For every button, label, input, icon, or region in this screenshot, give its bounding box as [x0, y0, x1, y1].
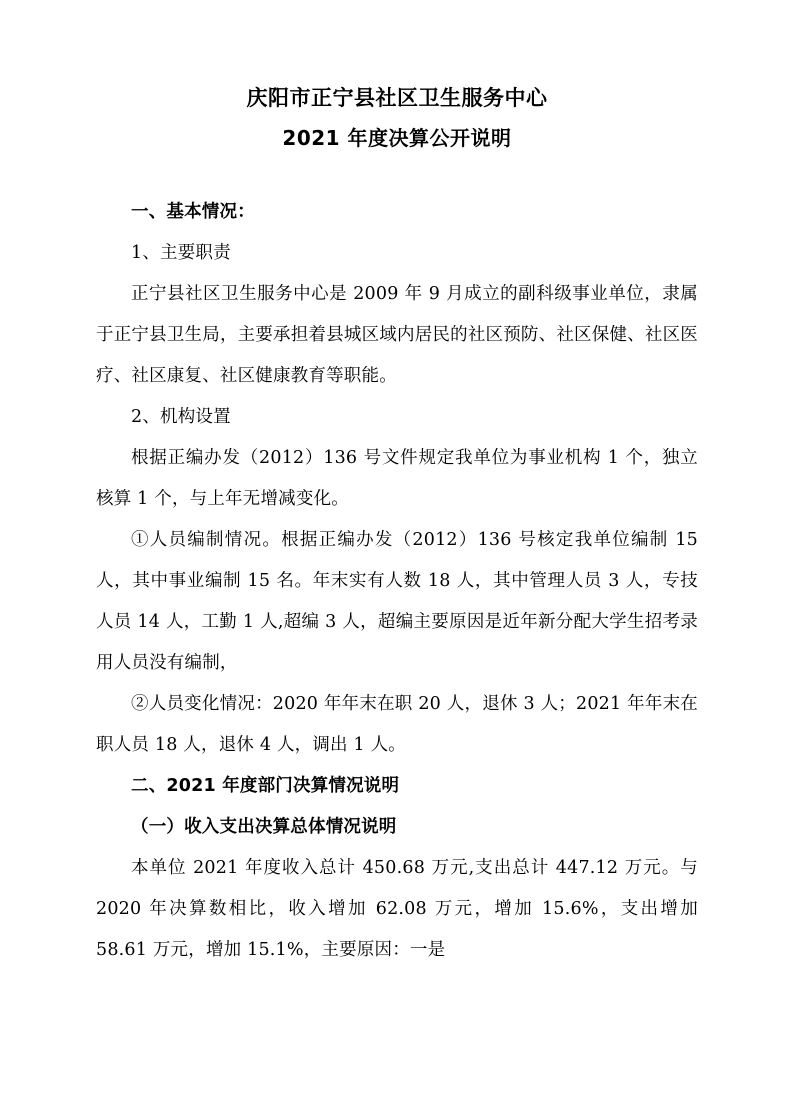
document-body: [96, 192, 698, 971]
document-title: [96, 78, 698, 158]
title-line-1: 庆阳市正宁县社区卫生服务中心: [246, 86, 548, 110]
section-heading-1: 一、基本情况：: [131, 202, 255, 222]
section-heading-2: 二、2021 年度部门决算情况说明: [131, 776, 400, 796]
paragraph-1-5: ①人员编制情况。根据正编办发（2012）136 号核定我单位编制 15 人，其中事业编制 15 名。年末实有人数 18 人，其中管理人员 3 人，专技人员 14 人，工勤 1 人,超编 3 人，超编主要原因是近年新分配大学生招考录用人员没有编制，: [96, 530, 698, 673]
title-line-2: 2021 年度决算公开说明: [282, 126, 512, 150]
paragraph-1-6: ②人员变化情况：2020 年年末在职 20 人，退休 3 人；2021 年年末在职人员 18 人，退休 4 人，调出 1 人。: [96, 694, 698, 755]
paragraph-1-1: 1、主要职责: [131, 243, 231, 263]
paragraph-2-1: 本单位 2021 年度收入总计 450.68 万元,支出总计 447.12 万元。与 2020 年决算数相比，收入增加 62.08 万元，增加 15.6%，支出增加 58.61 万元，增加 15.1%，主要原因：一是: [96, 858, 698, 960]
section-subheading-2-1: （一）收入支出决算总体情况说明: [131, 817, 397, 837]
paragraph-1-3: 2、机构设置: [131, 407, 231, 427]
paragraph-1-2: 正宁县社区卫生服务中心是 2009 年 9 月成立的副科级事业单位，隶属于正宁县卫生局，主要承担着县城区域内居民的社区预防、社区保健、社区医疗、社区康复、社区健康教育等职能。: [96, 284, 698, 386]
paragraph-1-4: 根据正编办发（2012）136 号文件规定我单位为事业机构 1 个，独立核算 1 个，与上年无增减变化。: [96, 448, 698, 509]
